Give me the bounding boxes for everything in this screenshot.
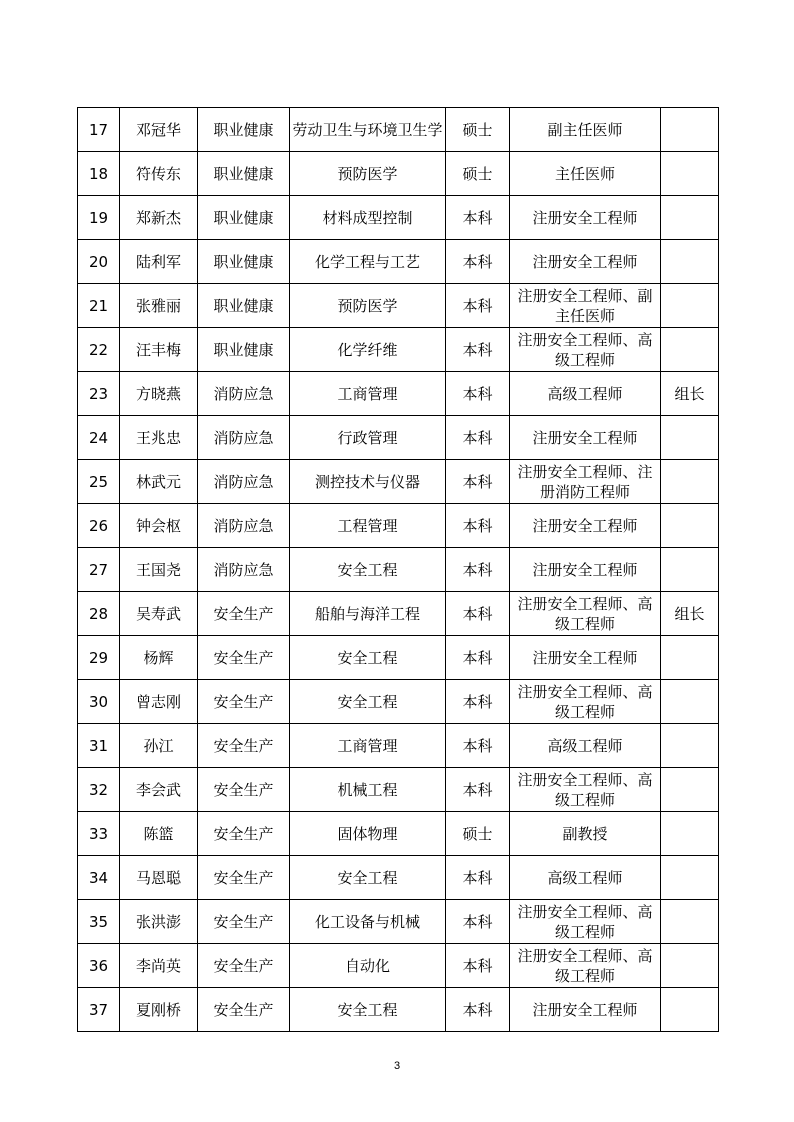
row-number: 35 (78, 900, 120, 944)
degree-cell: 硕士 (446, 108, 510, 152)
degree-cell: 本科 (446, 592, 510, 636)
degree-cell: 本科 (446, 416, 510, 460)
category-cell: 消防应急 (198, 460, 290, 504)
table-body (78, 108, 719, 1032)
category-cell: 安全生产 (198, 636, 290, 680)
title-cell: 注册安全工程师、高级工程师 (510, 768, 661, 812)
category-cell: 职业健康 (198, 240, 290, 284)
title-cell: 注册安全工程师、副主任医师 (510, 284, 661, 328)
page-number: 3 (393, 1060, 401, 1072)
table-row (78, 416, 719, 460)
name-cell: 杨辉 (120, 636, 198, 680)
table-row (78, 196, 719, 240)
category-cell: 安全生产 (198, 812, 290, 856)
degree-cell: 本科 (446, 988, 510, 1032)
category-cell: 安全生产 (198, 900, 290, 944)
degree-cell: 本科 (446, 504, 510, 548)
category-cell: 消防应急 (198, 372, 290, 416)
title-cell: 注册安全工程师 (510, 548, 661, 592)
table-row (78, 108, 719, 152)
table-row (78, 812, 719, 856)
title-cell: 高级工程师 (510, 856, 661, 900)
role-cell (661, 724, 719, 768)
major-cell: 预防医学 (290, 284, 446, 328)
row-number: 31 (78, 724, 120, 768)
degree-cell: 本科 (446, 680, 510, 724)
title-cell: 注册安全工程师、高级工程师 (510, 900, 661, 944)
role-cell (661, 812, 719, 856)
table-row (78, 240, 719, 284)
row-number: 19 (78, 196, 120, 240)
title-cell: 注册安全工程师 (510, 416, 661, 460)
name-cell: 符传东 (120, 152, 198, 196)
major-cell: 材料成型控制 (290, 196, 446, 240)
role-cell (661, 152, 719, 196)
degree-cell: 本科 (446, 240, 510, 284)
title-cell: 注册安全工程师、高级工程师 (510, 944, 661, 988)
major-cell: 安全工程 (290, 636, 446, 680)
role-cell (661, 636, 719, 680)
degree-cell: 本科 (446, 636, 510, 680)
row-number: 21 (78, 284, 120, 328)
role-cell (661, 504, 719, 548)
table-row (78, 328, 719, 372)
name-cell: 汪丰梅 (120, 328, 198, 372)
row-number: 26 (78, 504, 120, 548)
degree-cell: 本科 (446, 460, 510, 504)
category-cell: 安全生产 (198, 724, 290, 768)
name-cell: 吴寿武 (120, 592, 198, 636)
name-cell: 夏刚桥 (120, 988, 198, 1032)
major-cell: 机械工程 (290, 768, 446, 812)
degree-cell: 本科 (446, 768, 510, 812)
table-row (78, 944, 719, 988)
degree-cell: 硕士 (446, 152, 510, 196)
name-cell: 曾志刚 (120, 680, 198, 724)
table-row (78, 548, 719, 592)
role-cell (661, 108, 719, 152)
category-cell: 安全生产 (198, 680, 290, 724)
major-cell: 化学纤维 (290, 328, 446, 372)
table-row (78, 988, 719, 1032)
row-number: 27 (78, 548, 120, 592)
name-cell: 陈篮 (120, 812, 198, 856)
role-cell (661, 240, 719, 284)
row-number: 28 (78, 592, 120, 636)
name-cell: 陆利军 (120, 240, 198, 284)
table-row (78, 768, 719, 812)
table-row (78, 680, 719, 724)
table-row (78, 372, 719, 416)
category-cell: 安全生产 (198, 592, 290, 636)
table-row (78, 856, 719, 900)
category-cell: 职业健康 (198, 108, 290, 152)
name-cell: 郑新杰 (120, 196, 198, 240)
degree-cell: 本科 (446, 328, 510, 372)
category-cell: 职业健康 (198, 196, 290, 240)
name-cell: 邓冠华 (120, 108, 198, 152)
row-number: 23 (78, 372, 120, 416)
category-cell: 安全生产 (198, 768, 290, 812)
degree-cell: 本科 (446, 372, 510, 416)
degree-cell: 本科 (446, 196, 510, 240)
role-cell (661, 988, 719, 1032)
row-number: 29 (78, 636, 120, 680)
title-cell: 注册安全工程师、注册消防工程师 (510, 460, 661, 504)
title-cell: 主任医师 (510, 152, 661, 196)
title-cell: 注册安全工程师、高级工程师 (510, 680, 661, 724)
title-cell: 副教授 (510, 812, 661, 856)
name-cell: 王国尧 (120, 548, 198, 592)
table-row (78, 592, 719, 636)
role-cell (661, 328, 719, 372)
name-cell: 马恩聪 (120, 856, 198, 900)
row-number: 17 (78, 108, 120, 152)
degree-cell: 本科 (446, 724, 510, 768)
degree-cell: 本科 (446, 900, 510, 944)
table-row (78, 460, 719, 504)
table-row (78, 900, 719, 944)
row-number: 22 (78, 328, 120, 372)
title-cell: 注册安全工程师、高级工程师 (510, 592, 661, 636)
table-row (78, 636, 719, 680)
name-cell: 李尚英 (120, 944, 198, 988)
major-cell: 固体物理 (290, 812, 446, 856)
title-cell: 注册安全工程师 (510, 504, 661, 548)
role-cell: 组长 (661, 592, 719, 636)
row-number: 36 (78, 944, 120, 988)
role-cell: 组长 (661, 372, 719, 416)
row-number: 25 (78, 460, 120, 504)
degree-cell: 本科 (446, 548, 510, 592)
title-cell: 高级工程师 (510, 372, 661, 416)
title-cell: 注册安全工程师、高级工程师 (510, 328, 661, 372)
title-cell: 注册安全工程师 (510, 636, 661, 680)
row-number: 18 (78, 152, 120, 196)
title-cell: 注册安全工程师 (510, 196, 661, 240)
major-cell: 工商管理 (290, 372, 446, 416)
name-cell: 张洪澎 (120, 900, 198, 944)
role-cell (661, 416, 719, 460)
table-row (78, 284, 719, 328)
role-cell (661, 460, 719, 504)
category-cell: 消防应急 (198, 548, 290, 592)
role-cell (661, 680, 719, 724)
row-number: 30 (78, 680, 120, 724)
name-cell: 钟会枢 (120, 504, 198, 548)
category-cell: 消防应急 (198, 416, 290, 460)
major-cell: 工商管理 (290, 724, 446, 768)
title-cell: 高级工程师 (510, 724, 661, 768)
major-cell: 安全工程 (290, 856, 446, 900)
major-cell: 安全工程 (290, 988, 446, 1032)
role-cell (661, 548, 719, 592)
title-cell: 注册安全工程师 (510, 988, 661, 1032)
name-cell: 张雅丽 (120, 284, 198, 328)
category-cell: 职业健康 (198, 284, 290, 328)
major-cell: 船舶与海洋工程 (290, 592, 446, 636)
role-cell (661, 284, 719, 328)
name-cell: 林武元 (120, 460, 198, 504)
table-row (78, 504, 719, 548)
role-cell (661, 196, 719, 240)
title-cell: 注册安全工程师 (510, 240, 661, 284)
row-number: 20 (78, 240, 120, 284)
major-cell: 自动化 (290, 944, 446, 988)
name-cell: 方晓燕 (120, 372, 198, 416)
major-cell: 行政管理 (290, 416, 446, 460)
category-cell: 安全生产 (198, 856, 290, 900)
table-row (78, 152, 719, 196)
major-cell: 化学工程与工艺 (290, 240, 446, 284)
personnel-table (77, 107, 719, 1032)
category-cell: 职业健康 (198, 328, 290, 372)
category-cell: 消防应急 (198, 504, 290, 548)
degree-cell: 本科 (446, 856, 510, 900)
row-number: 32 (78, 768, 120, 812)
name-cell: 李会武 (120, 768, 198, 812)
major-cell: 测控技术与仪器 (290, 460, 446, 504)
role-cell (661, 768, 719, 812)
table-row (78, 724, 719, 768)
category-cell: 安全生产 (198, 988, 290, 1032)
role-cell (661, 900, 719, 944)
role-cell (661, 856, 719, 900)
name-cell: 王兆忠 (120, 416, 198, 460)
degree-cell: 本科 (446, 284, 510, 328)
title-cell: 副主任医师 (510, 108, 661, 152)
major-cell: 化工设备与机械 (290, 900, 446, 944)
degree-cell: 本科 (446, 944, 510, 988)
major-cell: 安全工程 (290, 680, 446, 724)
row-number: 37 (78, 988, 120, 1032)
name-cell: 孙江 (120, 724, 198, 768)
row-number: 34 (78, 856, 120, 900)
role-cell (661, 944, 719, 988)
category-cell: 安全生产 (198, 944, 290, 988)
major-cell: 安全工程 (290, 548, 446, 592)
major-cell: 预防医学 (290, 152, 446, 196)
category-cell: 职业健康 (198, 152, 290, 196)
row-number: 33 (78, 812, 120, 856)
degree-cell: 硕士 (446, 812, 510, 856)
major-cell: 工程管理 (290, 504, 446, 548)
row-number: 24 (78, 416, 120, 460)
major-cell: 劳动卫生与环境卫生学 (290, 108, 446, 152)
